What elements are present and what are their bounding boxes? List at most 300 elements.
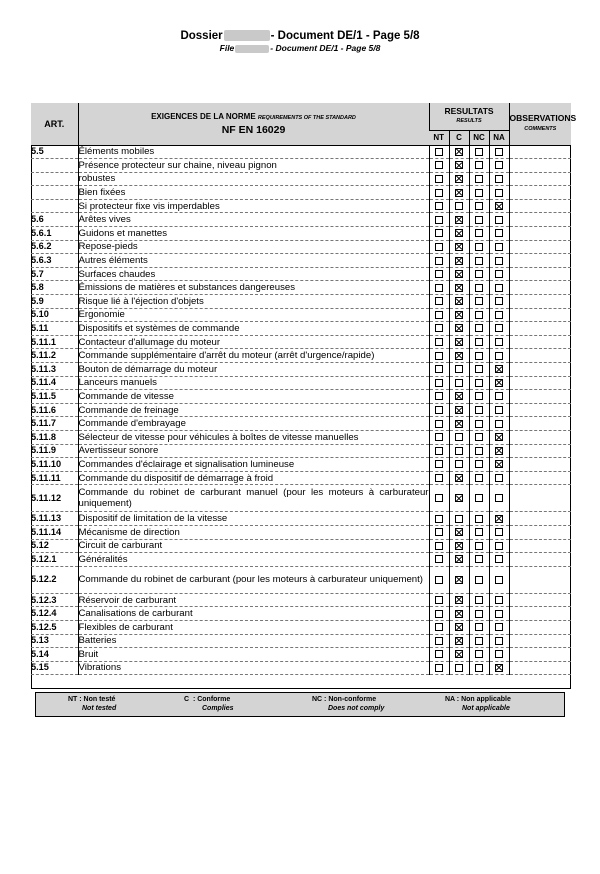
checkbox-na[interactable]	[495, 528, 503, 536]
checked-checkbox-na[interactable]	[495, 202, 503, 210]
checked-checkbox-c[interactable]	[455, 161, 463, 169]
result-cell-na	[489, 648, 509, 662]
article-number: 5.11.4	[31, 376, 78, 390]
observation-cell[interactable]	[509, 267, 571, 281]
result-cell-na	[489, 254, 509, 268]
requirement-text: Commandes d'éclairage et signalisation lumineuse	[78, 458, 429, 472]
checkbox-c[interactable]	[455, 515, 463, 523]
result-cell-nt	[429, 349, 449, 363]
observation-cell[interactable]	[509, 512, 571, 526]
checked-checkbox-c[interactable]	[455, 650, 463, 658]
checkbox-na[interactable]	[495, 161, 503, 169]
checkbox-na[interactable]	[495, 257, 503, 265]
observation-cell[interactable]	[509, 186, 571, 200]
result-cell-nc	[469, 566, 489, 593]
observation-cell[interactable]	[509, 607, 571, 621]
article-number: 5.11.14	[31, 525, 78, 539]
checked-checkbox-c[interactable]	[455, 542, 463, 550]
checkbox-nt[interactable]	[435, 338, 443, 346]
observation-cell[interactable]	[509, 335, 571, 349]
checked-checkbox-c[interactable]	[455, 555, 463, 563]
requirement-text: Avertisseur sonore	[78, 444, 429, 458]
checkbox-nc[interactable]	[475, 650, 483, 658]
observation-cell[interactable]	[509, 376, 571, 390]
result-cell-nc	[469, 430, 489, 444]
observation-cell[interactable]	[509, 403, 571, 417]
checkbox-nc[interactable]	[475, 623, 483, 631]
observation-cell[interactable]	[509, 227, 571, 241]
checked-checkbox-na[interactable]	[495, 379, 503, 387]
result-cell-na	[489, 159, 509, 173]
result-cell-c	[449, 363, 469, 377]
checkbox-na[interactable]	[495, 610, 503, 618]
checkbox-nt[interactable]	[435, 406, 443, 414]
observation-cell[interactable]	[509, 145, 571, 159]
table-row	[31, 390, 571, 404]
checkbox-nc[interactable]	[475, 433, 483, 441]
checked-checkbox-c[interactable]	[455, 257, 463, 265]
requirement-text: Émissions de matières et substances dangereuses	[78, 281, 429, 295]
checkbox-nt[interactable]	[435, 161, 443, 169]
checked-checkbox-c[interactable]	[455, 243, 463, 251]
observation-cell[interactable]	[509, 620, 571, 634]
checkbox-nc[interactable]	[475, 270, 483, 278]
legend-na-code: NA : Non applicable	[445, 696, 511, 703]
observation-cell[interactable]	[509, 634, 571, 648]
checkbox-nt[interactable]	[435, 515, 443, 523]
checked-checkbox-c[interactable]	[455, 623, 463, 631]
table-row	[31, 186, 571, 200]
checkbox-na[interactable]	[495, 324, 503, 332]
checkbox-nt[interactable]	[435, 650, 443, 658]
checkbox-na[interactable]	[495, 311, 503, 319]
observation-cell[interactable]	[509, 430, 571, 444]
checkbox-nc[interactable]	[475, 243, 483, 251]
checked-checkbox-na[interactable]	[495, 515, 503, 523]
header-req-fr: EXIGENCES DE LA NORME	[151, 112, 256, 122]
checked-checkbox-c[interactable]	[455, 175, 463, 183]
legend	[35, 692, 565, 717]
result-cell-c	[449, 485, 469, 512]
checkbox-nt[interactable]	[435, 637, 443, 645]
checkbox-nc[interactable]	[475, 257, 483, 265]
checked-checkbox-na[interactable]	[495, 365, 503, 373]
result-cell-c	[449, 349, 469, 363]
result-cell-na	[489, 186, 509, 200]
observation-cell[interactable]	[509, 593, 571, 607]
result-cell-c	[449, 471, 469, 485]
checkbox-nt[interactable]	[435, 542, 443, 550]
checkbox-nt[interactable]	[435, 555, 443, 563]
observation-cell[interactable]	[509, 485, 571, 512]
checkbox-nt[interactable]	[435, 433, 443, 441]
checkbox-nc[interactable]	[475, 447, 483, 455]
requirement-text: Sélecteur de vitesse pour véhicules à boîtes de vitesse manuelles	[78, 430, 429, 444]
result-cell-c	[449, 417, 469, 431]
checkbox-nt[interactable]	[435, 243, 443, 251]
legend-nc-code: NC : Non-conforme	[312, 696, 377, 703]
checkbox-nc[interactable]	[475, 189, 483, 197]
result-cell-na	[489, 471, 509, 485]
result-cell-c	[449, 444, 469, 458]
checkbox-na[interactable]	[495, 229, 503, 237]
checkbox-nt[interactable]	[435, 202, 443, 210]
result-cell-c	[449, 254, 469, 268]
checkbox-c[interactable]	[455, 365, 463, 373]
checkbox-nt[interactable]	[435, 189, 443, 197]
checkbox-na[interactable]	[495, 148, 503, 156]
observation-cell[interactable]	[509, 254, 571, 268]
requirement-text: Commande de vitesse	[78, 390, 429, 404]
result-cell-nt	[429, 227, 449, 241]
checkbox-nt[interactable]	[435, 352, 443, 360]
checkbox-nt[interactable]	[435, 623, 443, 631]
requirement-text: Contacteur d'allumage du moteur	[78, 335, 429, 349]
result-cell-nc	[469, 376, 489, 390]
observation-cell[interactable]	[509, 240, 571, 254]
checkbox-c[interactable]	[455, 433, 463, 441]
observation-cell[interactable]	[509, 444, 571, 458]
checkbox-nc[interactable]	[475, 175, 483, 183]
article-number: 5.11.9	[31, 444, 78, 458]
checkbox-na[interactable]	[495, 175, 503, 183]
checkbox-nc[interactable]	[475, 365, 483, 373]
requirement-text: Éléments mobiles	[78, 145, 429, 159]
result-cell-nt	[429, 172, 449, 186]
result-cell-nt	[429, 430, 449, 444]
checkbox-na[interactable]	[495, 352, 503, 360]
observation-cell[interactable]	[509, 159, 571, 173]
observation-cell[interactable]	[509, 349, 571, 363]
observation-cell[interactable]	[509, 281, 571, 295]
checkbox-nc[interactable]	[475, 474, 483, 482]
checkbox-na[interactable]	[495, 650, 503, 658]
checked-checkbox-c[interactable]	[455, 297, 463, 305]
checked-checkbox-c[interactable]	[455, 229, 463, 237]
checkbox-nc[interactable]	[475, 392, 483, 400]
observation-cell[interactable]	[509, 308, 571, 322]
checkbox-nc[interactable]	[475, 494, 483, 502]
observation-cell[interactable]	[509, 295, 571, 309]
checkbox-nt[interactable]	[435, 494, 443, 502]
checkbox-nt[interactable]	[435, 257, 443, 265]
article-number: 5.14	[31, 648, 78, 662]
checkbox-na[interactable]	[495, 216, 503, 224]
requirement-text: Dispositifs et systèmes de commande	[78, 322, 429, 336]
result-cell-nc	[469, 281, 489, 295]
result-cell-c	[449, 308, 469, 322]
observation-cell[interactable]	[509, 525, 571, 539]
checkbox-c[interactable]	[455, 460, 463, 468]
checkbox-nt[interactable]	[435, 420, 443, 428]
result-cell-nt	[429, 444, 449, 458]
result-cell-na	[489, 566, 509, 593]
checkbox-na[interactable]	[495, 542, 503, 550]
checked-checkbox-c[interactable]	[455, 311, 463, 319]
checkbox-nc[interactable]	[475, 542, 483, 550]
checkbox-nt[interactable]	[435, 664, 443, 672]
result-cell-c	[449, 661, 469, 675]
checkbox-nt[interactable]	[435, 175, 443, 183]
article-number: 5.12.5	[31, 620, 78, 634]
checked-checkbox-c[interactable]	[455, 148, 463, 156]
observation-cell[interactable]	[509, 553, 571, 567]
checkbox-nt[interactable]	[435, 392, 443, 400]
observation-cell[interactable]	[509, 471, 571, 485]
legend-nt	[68, 695, 116, 713]
requirement-text: Guidons et manettes	[78, 227, 429, 241]
observation-cell[interactable]	[509, 213, 571, 227]
observation-cell[interactable]	[509, 417, 571, 431]
table-row	[31, 553, 571, 567]
page-title	[0, 30, 600, 43]
checked-checkbox-c[interactable]	[455, 352, 463, 360]
result-cell-c	[449, 634, 469, 648]
checked-checkbox-c[interactable]	[455, 406, 463, 414]
article-number	[31, 199, 78, 213]
result-cell-c	[449, 566, 469, 593]
table-row	[31, 213, 571, 227]
checked-checkbox-c[interactable]	[455, 284, 463, 292]
legend-nt-code: NT : Non testé	[68, 696, 116, 703]
checkbox-na[interactable]	[495, 637, 503, 645]
header-req-en: REQUIREMENTS OF THE STANDARD	[257, 115, 356, 122]
result-cell-nc	[469, 335, 489, 349]
checkbox-na[interactable]	[495, 555, 503, 563]
result-cell-nt	[429, 363, 449, 377]
table-row	[31, 335, 571, 349]
checkbox-nt[interactable]	[435, 576, 443, 584]
checkbox-nc[interactable]	[475, 576, 483, 584]
checkbox-nt[interactable]	[435, 270, 443, 278]
checkbox-na[interactable]	[495, 297, 503, 305]
result-cell-c	[449, 620, 469, 634]
checkbox-nt[interactable]	[435, 528, 443, 536]
checkbox-na[interactable]	[495, 623, 503, 631]
checked-checkbox-c[interactable]	[455, 392, 463, 400]
checkbox-nc[interactable]	[475, 229, 483, 237]
result-cell-na	[489, 512, 509, 526]
table-row	[31, 308, 571, 322]
checkbox-na[interactable]	[495, 596, 503, 604]
checkbox-nc[interactable]	[475, 161, 483, 169]
checked-checkbox-c[interactable]	[455, 420, 463, 428]
article-number: 5.12.2	[31, 566, 78, 593]
result-cell-c	[449, 172, 469, 186]
checkbox-na[interactable]	[495, 270, 503, 278]
checkbox-na[interactable]	[495, 494, 503, 502]
result-cell-c	[449, 159, 469, 173]
checked-checkbox-c[interactable]	[455, 596, 463, 604]
checkbox-na[interactable]	[495, 243, 503, 251]
checkbox-nt[interactable]	[435, 297, 443, 305]
result-cell-nc	[469, 539, 489, 553]
article-number: 5.13	[31, 634, 78, 648]
checked-checkbox-c[interactable]	[455, 324, 463, 332]
checkbox-na[interactable]	[495, 189, 503, 197]
checkbox-na[interactable]	[495, 406, 503, 414]
checkbox-na[interactable]	[495, 474, 503, 482]
checkbox-nc[interactable]	[475, 515, 483, 523]
requirement-text: Ergonomie	[78, 308, 429, 322]
checkbox-nc[interactable]	[475, 555, 483, 563]
result-cell-na	[489, 376, 509, 390]
checkbox-nt[interactable]	[435, 379, 443, 387]
checkbox-nt[interactable]	[435, 460, 443, 468]
result-cell-nc	[469, 648, 489, 662]
result-cell-c	[449, 390, 469, 404]
observation-cell[interactable]	[509, 648, 571, 662]
requirement-text: Commande du robinet de carburant manuel (pour les moteurs à carburateur uniquement)	[78, 485, 429, 512]
observation-cell[interactable]	[509, 661, 571, 675]
checkbox-nc[interactable]	[475, 379, 483, 387]
checkbox-nt[interactable]	[435, 229, 443, 237]
observation-cell[interactable]	[509, 363, 571, 377]
checkbox-na[interactable]	[495, 576, 503, 584]
checkbox-nt[interactable]	[435, 324, 443, 332]
checkbox-nc[interactable]	[475, 460, 483, 468]
checked-checkbox-c[interactable]	[455, 338, 463, 346]
checkbox-nc[interactable]	[475, 324, 483, 332]
checkbox-nc[interactable]	[475, 637, 483, 645]
observation-cell[interactable]	[509, 390, 571, 404]
result-cell-nt	[429, 471, 449, 485]
observation-cell[interactable]	[509, 172, 571, 186]
checkbox-nt[interactable]	[435, 474, 443, 482]
article-number: 5.11.2	[31, 349, 78, 363]
checkbox-nt[interactable]	[435, 311, 443, 319]
requirement-text: Présence protecteur sur chaine, niveau pignon	[78, 159, 429, 173]
checked-checkbox-c[interactable]	[455, 189, 463, 197]
checkbox-c[interactable]	[455, 664, 463, 672]
observation-cell[interactable]	[509, 539, 571, 553]
result-cell-na	[489, 539, 509, 553]
checkbox-nc[interactable]	[475, 352, 483, 360]
result-cell-c	[449, 512, 469, 526]
checkbox-na[interactable]	[495, 420, 503, 428]
checkbox-nt[interactable]	[435, 365, 443, 373]
checked-checkbox-c[interactable]	[455, 637, 463, 645]
checkbox-nc[interactable]	[475, 148, 483, 156]
checkbox-nc[interactable]	[475, 528, 483, 536]
table-row	[31, 254, 571, 268]
redacted-file-number	[235, 45, 269, 53]
checkbox-nc[interactable]	[475, 216, 483, 224]
result-cell-c	[449, 376, 469, 390]
checkbox-nc[interactable]	[475, 338, 483, 346]
result-cell-nt	[429, 159, 449, 173]
observation-cell[interactable]	[509, 199, 571, 213]
result-cell-nt	[429, 607, 449, 621]
result-cell-na	[489, 403, 509, 417]
table-row	[31, 349, 571, 363]
article-number: 5.11.5	[31, 390, 78, 404]
header-observations-en: COMMENTS	[524, 125, 557, 132]
requirement-text: Réservoir de carburant	[78, 593, 429, 607]
table-row	[31, 145, 571, 159]
requirement-text: Commande du dispositif de démarrage à froid	[78, 471, 429, 485]
checkbox-c[interactable]	[455, 447, 463, 455]
observation-cell[interactable]	[509, 566, 571, 593]
checkbox-nt[interactable]	[435, 216, 443, 224]
result-cell-c	[449, 607, 469, 621]
result-cell-nc	[469, 254, 489, 268]
article-number: 5.6	[31, 213, 78, 227]
checked-checkbox-c[interactable]	[455, 474, 463, 482]
checked-checkbox-na[interactable]	[495, 447, 503, 455]
checked-checkbox-na[interactable]	[495, 460, 503, 468]
result-cell-na	[489, 240, 509, 254]
result-cell-na	[489, 349, 509, 363]
checkbox-na[interactable]	[495, 392, 503, 400]
table-row	[31, 648, 571, 662]
result-cell-c	[449, 186, 469, 200]
checkbox-nc[interactable]	[475, 311, 483, 319]
header-c: C	[449, 130, 469, 145]
checkbox-nt[interactable]	[435, 148, 443, 156]
checkbox-nt[interactable]	[435, 284, 443, 292]
result-cell-nt	[429, 145, 449, 159]
observation-cell[interactable]	[509, 322, 571, 336]
checkbox-nc[interactable]	[475, 420, 483, 428]
result-cell-na	[489, 199, 509, 213]
checked-checkbox-na[interactable]	[495, 664, 503, 672]
checked-checkbox-na[interactable]	[495, 433, 503, 441]
observation-cell[interactable]	[509, 458, 571, 472]
checkbox-nt[interactable]	[435, 610, 443, 618]
result-cell-na	[489, 172, 509, 186]
table-row	[31, 417, 571, 431]
result-cell-nt	[429, 620, 449, 634]
result-cell-nc	[469, 553, 489, 567]
checked-checkbox-c[interactable]	[455, 270, 463, 278]
checkbox-nc[interactable]	[475, 297, 483, 305]
result-cell-c	[449, 295, 469, 309]
result-cell-na	[489, 444, 509, 458]
checkbox-c[interactable]	[455, 379, 463, 387]
result-cell-nc	[469, 308, 489, 322]
requirement-text: Arêtes vives	[78, 213, 429, 227]
checkbox-nc[interactable]	[475, 406, 483, 414]
result-cell-nc	[469, 444, 489, 458]
header-results-fr: RESULTATS	[444, 106, 494, 117]
checkbox-na[interactable]	[495, 338, 503, 346]
result-cell-nt	[429, 403, 449, 417]
checkbox-nc[interactable]	[475, 202, 483, 210]
article-number: 5.6.3	[31, 254, 78, 268]
checked-checkbox-c[interactable]	[455, 494, 463, 502]
checked-checkbox-c[interactable]	[455, 216, 463, 224]
checkbox-na[interactable]	[495, 284, 503, 292]
requirement-text: Dispositif de limitation de la vitesse	[78, 512, 429, 526]
result-cell-c	[449, 430, 469, 444]
checked-checkbox-c[interactable]	[455, 610, 463, 618]
checkbox-nc[interactable]	[475, 664, 483, 672]
checkbox-nt[interactable]	[435, 596, 443, 604]
checked-checkbox-c[interactable]	[455, 576, 463, 584]
checkbox-nc[interactable]	[475, 284, 483, 292]
checkbox-c[interactable]	[455, 202, 463, 210]
checkbox-nc[interactable]	[475, 596, 483, 604]
article-number: 5.11.12	[31, 485, 78, 512]
header-observations-fr: OBSERVATIONS	[509, 112, 577, 123]
checkbox-nc[interactable]	[475, 610, 483, 618]
result-cell-c	[449, 648, 469, 662]
checkbox-nt[interactable]	[435, 447, 443, 455]
result-cell-nc	[469, 485, 489, 512]
checked-checkbox-c[interactable]	[455, 528, 463, 536]
table-row	[31, 607, 571, 621]
